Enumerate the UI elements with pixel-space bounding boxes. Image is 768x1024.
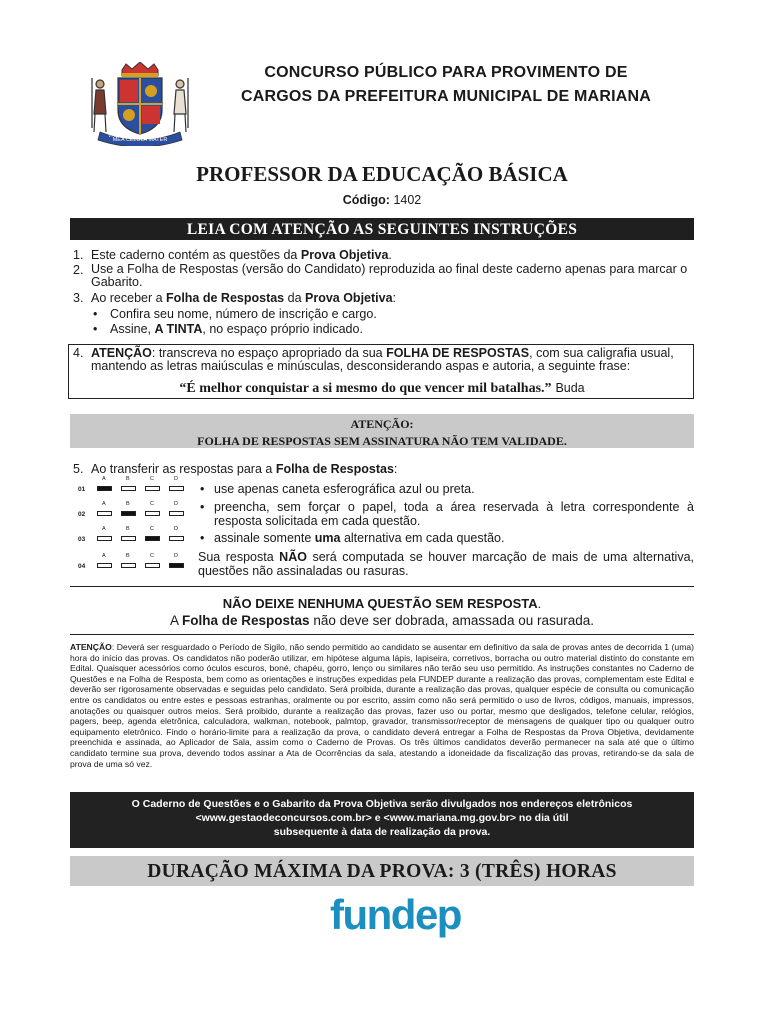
letter-label: C: [150, 501, 154, 507]
note-text: será computada se houver marcação de mais de uma alternativa, questões não assinaladas ou rasuras.: [198, 550, 694, 578]
warning-line-2: FOLHA DE RESPOSTAS SEM ASSINATURA NÃO TEM VALIDADE.: [197, 434, 567, 448]
exam-duration: DURAÇÃO MÁXIMA DA PROVA: 3 (TRÊS) HORAS: [70, 856, 694, 886]
row-label: 01: [78, 486, 86, 493]
item-emphasis: FOLHA DE RESPOSTAS: [386, 346, 530, 360]
letter-label: B: [126, 501, 130, 507]
answer-bubble: [145, 486, 160, 491]
crest-left-word: VRBS: [108, 133, 122, 139]
quote-line: [70, 379, 694, 397]
letter-label: D: [174, 476, 178, 482]
fine-print-text: : Deverá ser resguardado o Período de Sigilo, não sendo permitido ao candidato se ausentar em definitivo da sala de provas antes de decorrida 1 (uma) hora do início das provas. Os candidatos não poderão utilizar, em hipótese alguma lápis, lapiseira, corretivos, borracha ou outro material distinto do constante em Edital. Quaisquer acessórios como óculos escuros, boné, chapéu, gorro, lenço ou similares não terão seu uso permitido. As instruções constantes no Caderno de Questões e na Folha de Resposta, bem como as orientações e instruções expedidas pela FUNDEP durante a realização das provas, complementam este Edital e deverão ser rigorosamente observadas e seguidas pelo candidato. Será proibida, durante a realização das provas, qualquer espécie de consulta ou comunicação entre os candidatos ou entre estes e pessoas estranhas, oralmente ou por escrito, assim como não será permitido o uso de livros, códigos, manuais, impressos, anotações ou quaisquer outros meios. Será proibido, durante a realização das provas, fazer uso ou portar, mesmo que desligados, telefone celular, relógios, pagers, beep, agenda eletrônica, calculadora, walkman, notebook, palmtop, gravador, transmissor/receptor de mensagens de qualquer tipo ou qualquer outro equipamento eletrônico. Findo o horário-limite para a realização da prova, o candidato deverá entregar a Folha de Respostas da Prova Objetiva, devidamente preenchida e assinada, ao Aplicador de Sala, assim como o Caderno de Provas. Os três últimos candidatos deverão permanecer na sala até que o último candidato termine sua prova, devendo todos assinar a Ata de Ocorrências da sala, atestando a idoneidade da fiscalização das provas, retirando-se da sala de prova de uma só vez.: [70, 642, 694, 769]
item-text: Ao transferir as respostas para a: [91, 462, 276, 476]
fine-print: [70, 642, 694, 782]
item5-note: [198, 550, 694, 578]
letter-label: A: [102, 553, 106, 559]
instruction-bullet-1: [70, 307, 694, 321]
note-emphasis: NÃO: [279, 550, 307, 564]
bullet-icon: •: [200, 482, 205, 496]
fundep-logo-text: fundep: [330, 891, 461, 938]
instruction-item-3: [70, 291, 694, 305]
header-line-1: CONCURSO PÚBLICO PARA PROVIMENTO DE: [264, 64, 628, 81]
bullet-emphasis: A TINTA: [154, 322, 203, 336]
item-number: 4.: [73, 346, 84, 360]
item-emphasis: ATENÇÃO: [91, 346, 152, 360]
letter-label: B: [126, 553, 130, 559]
bullet-text: use apenas caneta esferográfica azul ou preta.: [214, 482, 475, 496]
instruction-item-1: [70, 248, 694, 262]
item-number: 5.: [73, 462, 84, 476]
answer-bubble-filled: [121, 511, 136, 516]
notice-text: não deve ser dobrada, amassada ou rasurada.: [309, 613, 594, 628]
instruction-item-4: [70, 347, 694, 375]
answer-bubble: [169, 511, 184, 516]
bullet-icon: •: [200, 500, 205, 514]
fine-print-label: ATENÇÃO: [70, 642, 112, 652]
row-label: 03: [78, 536, 86, 543]
letter-label: C: [150, 553, 154, 559]
letter-label: B: [126, 476, 130, 482]
bullet-text: assinale somente: [214, 531, 315, 545]
answer-bubble-filled: [145, 536, 160, 541]
answer-bubble: [121, 563, 136, 568]
answer-examples: [76, 476, 196, 576]
letter-label: C: [150, 526, 154, 532]
notice-text: A: [170, 613, 183, 628]
warning-line-1: ATENÇÃO:: [350, 417, 414, 431]
code-value: 1402: [393, 193, 422, 207]
answer-bubble-filled: [97, 486, 112, 491]
bullet-text: , no espaço próprio indicado.: [202, 322, 363, 336]
bullet-text: Assine,: [110, 322, 155, 336]
answer-bubble-filled: [169, 563, 184, 568]
letter-label: C: [150, 476, 154, 482]
crest-motto: MEA CELULA MATER: [112, 137, 168, 143]
bullet-icon: •: [200, 531, 205, 545]
item-emphasis: Folha de Respostas: [166, 291, 285, 305]
letter-label: A: [102, 526, 106, 532]
letter-label: A: [102, 476, 106, 482]
item5-bullet-2: [200, 500, 694, 528]
mariana-coat-of-arms-logo: [86, 62, 194, 146]
divider: [70, 586, 694, 587]
answer-bubble: [97, 511, 112, 516]
letter-label: D: [174, 501, 178, 507]
item-text: :: [393, 462, 398, 476]
bullet-text: preencha, sem forçar o papel, toda a área reservada à letra correspondente à resposta solicitada em cada questão.: [214, 500, 694, 528]
item-text: :: [392, 291, 397, 305]
notice-text: .: [537, 596, 542, 611]
instruction-item-5: [70, 462, 694, 476]
item-number: 3.: [73, 291, 84, 305]
letter-label: B: [126, 526, 130, 532]
notice-emphasis: Folha de Respostas: [182, 613, 310, 628]
letter-label: D: [174, 553, 178, 559]
item5-bullet-1: [200, 482, 694, 496]
notice-emphasis: NÃO DEIXE NENHUMA QUESTÃO SEM RESPOSTA: [222, 596, 538, 611]
bullet-emphasis: uma: [314, 531, 341, 545]
bullet-icon: •: [93, 307, 98, 321]
item-text: : transcreva no espaço apropriado da sua: [151, 346, 387, 360]
answer-bubble: [169, 536, 184, 541]
answer-bubble: [97, 536, 112, 541]
publication-line-2: <www.gestaodeconcursos.com.br> e <www.mariana.mg.gov.br> no dia útil: [195, 812, 569, 824]
quote-text: “É melhor conquistar a si mesmo do que vencer mil batalhas.”: [179, 381, 552, 396]
notice-line-2: [70, 613, 694, 628]
item-number: 2.: [73, 263, 84, 277]
row-label: 04: [78, 563, 86, 570]
row-label: 02: [78, 511, 86, 518]
item-text: da: [284, 291, 305, 305]
exam-title: PROFESSOR DA EDUCAÇÃO BÁSICA: [196, 162, 568, 186]
divider: [70, 634, 694, 635]
instruction-bullet-2: [70, 322, 694, 336]
item-text: .: [388, 248, 392, 262]
bullet-text: alternativa em cada questão.: [340, 531, 505, 545]
answer-bubble: [145, 511, 160, 516]
note-text: Sua resposta: [198, 550, 280, 564]
bullet-icon: •: [93, 322, 98, 336]
header-line-2: CARGOS DA PREFEITURA MUNICIPAL DE MARIANA: [241, 88, 651, 105]
item5-bullet-3: [200, 531, 694, 545]
publication-notice: [70, 792, 694, 848]
publication-line-1: O Caderno de Questões e o Gabarito da Prova Objetiva serão divulgados nos endereços eletrônicos: [131, 798, 633, 810]
signature-warning: [70, 414, 694, 448]
item-emphasis: Prova Objetiva: [305, 291, 393, 305]
item-emphasis: Prova Objetiva: [300, 248, 389, 262]
answer-bubble: [97, 563, 112, 568]
publication-line-3: subsequente à data de realização da prova.: [273, 826, 491, 838]
letter-label: D: [174, 526, 178, 532]
item-text: Este caderno contém as questões da: [91, 248, 301, 262]
bullet-text: Confira seu nome, número de inscrição e cargo.: [110, 307, 377, 321]
item-number: 1.: [73, 248, 84, 262]
instructions-heading: LEIA COM ATENÇÃO AS SEGUINTES INSTRUÇÕES: [70, 218, 694, 240]
item-text: Ao receber a: [91, 291, 167, 305]
item-emphasis: Folha de Respostas: [275, 462, 394, 476]
exam-code: [70, 193, 694, 207]
answer-bubble: [121, 486, 136, 491]
item-text: , com sua caligrafia usual, mantendo as letras maiúsculas e minúsculas, desconsiderando aspas e autoria, a seguinte frase:: [91, 346, 674, 373]
notice-line-1: [70, 596, 694, 611]
fundep-logo: [330, 891, 461, 938]
item-text: Use a Folha de Respostas (versão do Candidato) reproduzida ao final deste caderno apenas para marcar o Gabarito.: [91, 262, 688, 289]
answer-bubble: [121, 536, 136, 541]
letter-label: A: [102, 501, 106, 507]
answer-bubble: [145, 563, 160, 568]
code-label: Código:: [342, 193, 390, 207]
answer-bubble: [169, 486, 184, 491]
quote-author: Buda: [555, 381, 585, 395]
instruction-item-2: [70, 263, 694, 291]
